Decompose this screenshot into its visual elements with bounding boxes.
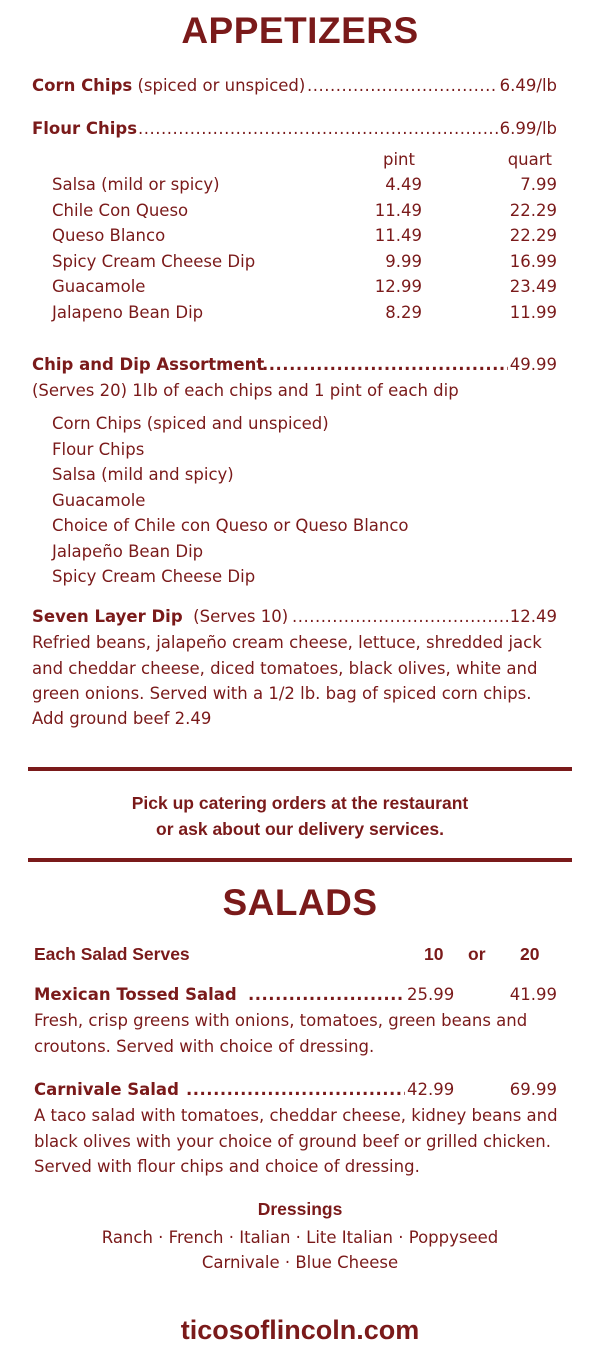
carnivale-salad-price-10: 42.99 — [407, 1080, 455, 1099]
seven-layer-item — [32, 607, 288, 626]
dip-pint-price: 4.49 — [385, 175, 422, 194]
dip-pint-price: 9.99 — [385, 251, 422, 271]
mexican-salad-description: Fresh, crisp greens with onions, tomatoes, green beans and croutons. Served with choice of dressing. — [34, 1011, 528, 1056]
assortment-item: Choice of Chile con Queso or Queso Blanco — [52, 516, 409, 535]
salad-serves-or: or — [468, 944, 486, 964]
dip-pint-price: 12.99 — [374, 277, 422, 296]
dip-pint-price: 8.29 — [385, 302, 422, 322]
assortment-item: Salsa (mild and spicy) — [52, 465, 234, 484]
dip-quart-price: 22.29 — [509, 226, 557, 245]
notice-line-2: or ask about our delivery services. — [156, 819, 444, 839]
salads-heading: SALADS — [222, 882, 378, 923]
assortment-name: Chip and Dip Assortment — [32, 355, 265, 374]
dips-list — [0, 175, 600, 328]
salad-serves-20: 20 — [520, 944, 540, 964]
dip-pint-price: 11.49 — [374, 200, 422, 220]
corn-chips-price: 6.49/lb — [499, 76, 557, 95]
dip-row — [0, 303, 600, 329]
assortment-item: Jalapeño Bean Dip — [52, 541, 204, 561]
divider — [28, 767, 572, 771]
dip-quart-price: 22.29 — [509, 200, 557, 220]
dressings-line-1: Ranch · French · Italian · Lite Italian · Poppyseed — [101, 1228, 499, 1247]
seven-layer-description: Refried beans, jalapeño cream cheese, lettuce, shredded jack and cheddar cheese, diced tomatoes, black olives, white and green onions. Served with a 1/2 lb. bag of spiced corn chips. — [32, 633, 542, 703]
dip-row — [0, 277, 600, 303]
dip-name: Salsa (mild or spicy) — [52, 175, 220, 194]
corn-chips-note: (spiced or unspiced) — [137, 76, 306, 95]
dip-name: Spicy Cream Cheese Dip — [52, 251, 256, 271]
seven-layer-serves: (Serves 10) — [193, 607, 289, 626]
dot-leader — [292, 607, 508, 626]
notice-line-1: Pick up catering orders at the restaurant — [131, 793, 469, 813]
mexican-salad-price-10: 25.99 — [407, 985, 455, 1004]
assortment-item: Guacamole — [52, 490, 146, 510]
flour-chips-price: 6.99/lb — [499, 119, 557, 138]
quart-header: quart — [507, 150, 552, 169]
dip-row — [0, 226, 600, 252]
dip-name: Jalapeno Bean Dip — [52, 302, 204, 322]
dip-row — [0, 201, 600, 227]
dip-pint-price: 11.49 — [374, 226, 422, 245]
seven-layer-name: Seven Layer Dip — [32, 607, 183, 626]
assortment-note: (Serves 20) 1lb of each chips and 1 pint of each dip — [32, 381, 459, 400]
dot-leader — [248, 985, 405, 1004]
dip-row — [0, 175, 600, 201]
corn-chips-name: Corn Chips — [32, 76, 133, 95]
mexican-salad-name: Mexican Tossed Salad — [34, 985, 237, 1004]
dot-leader — [262, 355, 508, 374]
dressings-line-2: Carnivale · Blue Cheese — [201, 1253, 399, 1272]
flour-chips-name: Flour Chips — [32, 119, 138, 138]
dot-leader — [307, 76, 497, 95]
mexican-salad-price-20: 41.99 — [509, 985, 557, 1004]
carnivale-salad-price-20: 69.99 — [509, 1080, 557, 1099]
website-link[interactable]: ticosoflincoln.com — [180, 1315, 420, 1345]
seven-layer-addon: Add ground beef 2.49 — [32, 709, 212, 728]
dip-quart-price: 16.99 — [509, 251, 557, 271]
salad-serves-label: Each Salad Serves — [34, 944, 190, 964]
assortment-item: Flour Chips — [52, 439, 145, 459]
dip-name: Queso Blanco — [52, 226, 166, 245]
carnivale-salad-description: A taco salad with tomatoes, cheddar cheese, kidney beans and black olives with your choice of ground beef or grilled chicken. Served with flour chips and choice of dressing. — [34, 1106, 558, 1176]
assortment-item: Corn Chips (spiced and unspiced) — [52, 414, 329, 433]
dip-quart-price: 23.49 — [509, 277, 557, 296]
pint-header: pint — [383, 150, 415, 169]
carnivale-salad-name: Carnivale Salad — [34, 1080, 179, 1099]
assortment-items — [52, 411, 409, 590]
salad-serves-10: 10 — [424, 944, 444, 964]
dip-quart-price: 11.99 — [509, 302, 557, 322]
dip-quart-price: 7.99 — [520, 175, 557, 194]
seven-layer-price: 12.49 — [509, 607, 557, 626]
dot-leader — [186, 1080, 405, 1099]
appetizers-heading: APPETIZERS — [181, 10, 419, 51]
dip-row — [0, 252, 600, 278]
assortment-item: Spicy Cream Cheese Dip — [52, 567, 256, 586]
dot-leader — [138, 119, 498, 138]
divider — [28, 858, 572, 862]
assortment-price: 49.99 — [509, 355, 557, 374]
dip-name: Chile Con Queso — [52, 200, 189, 220]
dressings-title: Dressings — [257, 1199, 343, 1219]
corn-chips-item — [32, 76, 305, 95]
dip-name: Guacamole — [52, 277, 146, 296]
